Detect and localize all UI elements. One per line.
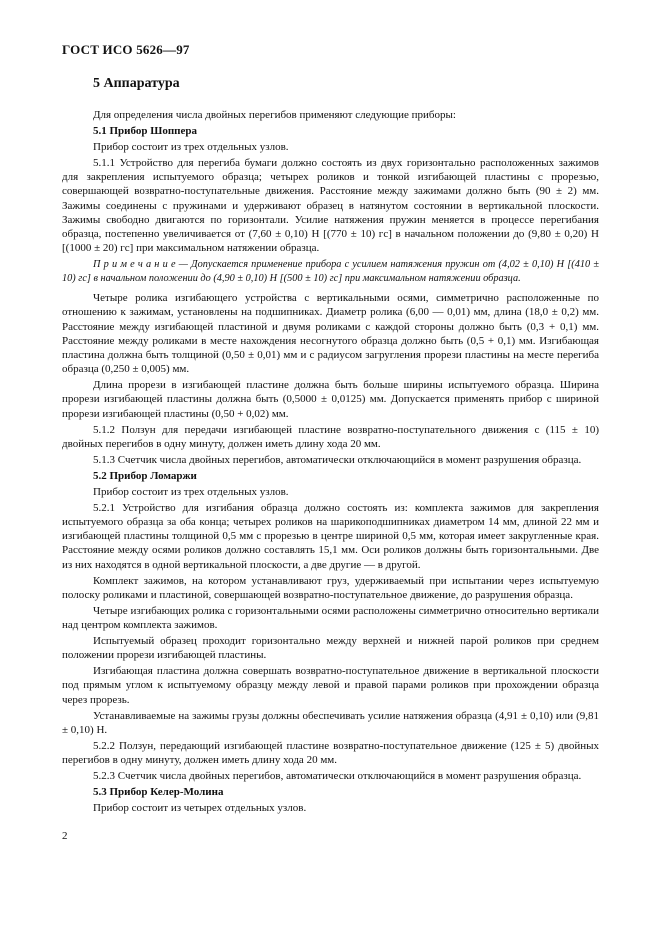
body-paragraph: Испытуемый образец проходит горизонтально между верхней и нижней парой роликов при среднем положении прорези изгибающей пластины. [62,635,599,662]
body-paragraph: 5.2.3 Счетчик числа двойных перегибов, автоматически отключающийся в момент разрушения образца. [93,770,582,783]
body-paragraph: Прибор состоит из трех отдельных узлов. [93,485,289,498]
body-paragraph: 5.1.1 Устройство для перегиба бумаги должно состоять из двух горизонтально расположенных зажимов для закрепления испытуемого образца; четырех роликов и тонкой изгибающей пластины с прорезью, совершающей возвратно-поступательные движения. Расстояние между зажимами должно быть (90 ± 2) мм. Зажимы соединены с пружинами и удерживают образец в натянутом состоянии в вертикальной плоскости. Зажимы свободно двигаются по горизонтали. Усилие натяжения пружин меняется в процессе перегибания образца, постепенно увеличивается от (7,60 ± 0,10) Н [(770 ± 10) гс] в начальном положении до (9,80 ± 0,20) Н [(1000 ± 20) гс] при максимальном натяжении образца. [62,157,599,255]
body-paragraph: Для определения числа двойных перегибов применяют следующие приборы: [93,109,456,121]
body-paragraph: Устанавливаемые на зажимы грузы должны обеспечивать усилие натяжения образца (4,91 ± 0,10) или (9,81 ± 0,10) Н. [62,709,599,736]
body-paragraph: 5.1.3 Счетчик числа двойных перегибов, автоматически отключающийся в момент разрушения образца. [93,453,582,466]
document-header-code: ГОСТ ИСО 5626—97 [62,42,190,57]
section-title: 5 Аппаратура [93,76,180,91]
page-number: 2 [62,830,68,842]
note-paragraph: П р и м е ч а н и е — Допускается применение прибора с усилием натяжения пружин от (4,02 ± 0,10) Н [(410 ± 10) гс] в начальном положении до (4,90 ± 0,10) Н [(500 ± 10) гс] при максимальном натяжении образца. [62,259,599,284]
body-paragraph: Изгибающая пластина должна совершать возвратно-поступательное движение в вертикальной плоскости под прямым углом к испытуемому образцу между левой и правой парами роликов при прохождении образца через прорезь. [62,665,599,706]
body-paragraph: Комплект зажимов, на котором устанавливают груз, удерживаемый при испытании через испытуемую полоску роликами и пластиной, совершающей возвратно-поступательное движение, до разрушения образца. [62,574,599,601]
body-paragraph: Четыре изгибающих ролика с горизонтальными осями расположены симметрично относительно вертикали над центром комплекта зажимов. [62,604,599,632]
body-paragraph: Длина прорези в изгибающей пластине должна быть больше ширины испытуемого образца. Ширина прорези изгибающей пластины должна быть (0,5000 ± 0,0125) мм. Допускается применять прибор с шириной прорези изгибающей пластины (0,50 + 0,02) мм. [62,379,599,420]
body-paragraph: 5.2.2 Ползун, передающий изгибающей пластине возвратно-поступательное движение (125 ± 5) двойных перегибов в одну минуту, должен иметь длину хода 20 мм. [62,739,599,767]
body-paragraph: Четыре ролика изгибающего устройства с вертикальными осями, симметрично расположенные по отношению к зажимам, установлены на подшипниках. Диаметр ролика (6,00 — 0,01) мм, длина (18,0 ± 0,2) мм. Расстояние между изгибающей пластиной и двумя роликами с каждой стороны должно быть (0,3 + 0,1) мм. Расстояние между роликами в месте нахождения несогнутого образца должно быть (0,5 + 0,1) мм. Изгибающая пластина должна быть толщиной (0,50 ± 0,01) мм и с радиусом загругления прорези пластины на месте перегиба образца (0,250 ± 0,005) мм. [62,292,599,376]
body-paragraph: Прибор состоит из трех отдельных узлов. [93,141,289,153]
subsection-heading: 5.2 Прибор Ломаржи [93,469,197,482]
subsection-heading: 5.3 Прибор Келер-Молина [93,786,224,799]
subsection-heading: 5.1 Прибор Шоппера [93,125,197,137]
body-paragraph: 5.2.1 Устройство для изгибания образца должно состоять из: комплекта зажимов для закрепления испытуемого образца за оба конца; четырех роликов на шарикоподшипниках диаметром 14 мм, длиной 22 мм и изгибающей пластины толщиной 0,5 мм с прорезью в центре шириной 0,5 мм, которая имеет закругленные края. Расстояние между осями роликов должно составлять 15,1 мм. Оси роликов должны быть горизонтальными. Две из них находятся в одной вертикальной плоскости, а две другие — в другой. [62,501,599,571]
document-body [62,108,599,817]
body-paragraph: Прибор состоит из четырех отдельных узлов. [93,802,307,815]
body-paragraph: 5.1.2 Ползун для передачи изгибающей пластине возвратно-поступательного движения с (115 ± 10) двойных перегибов в одну минуту, должен иметь длину хода 20 мм. [62,423,599,450]
